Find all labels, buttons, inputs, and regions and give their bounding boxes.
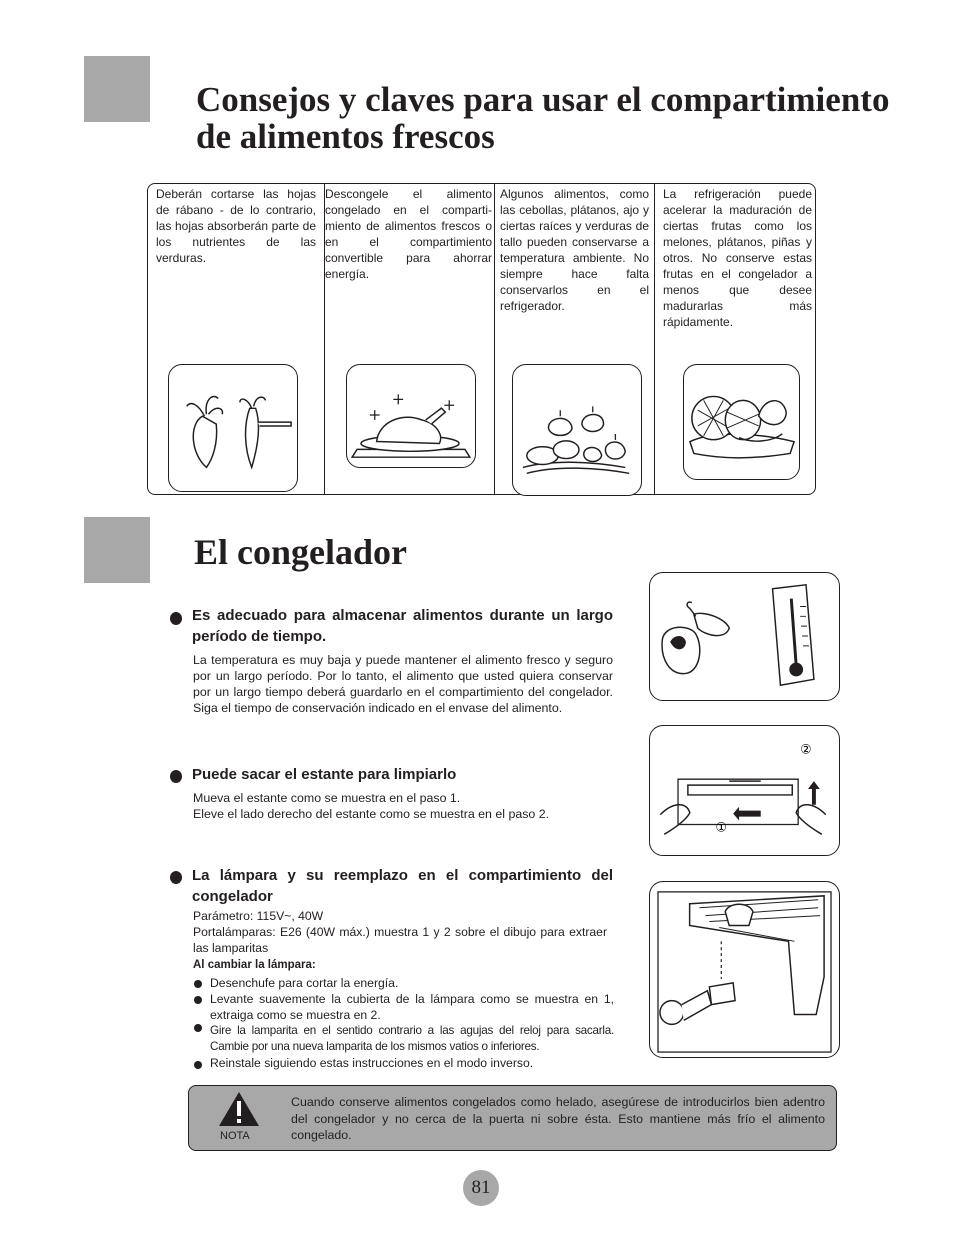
bullet-icon bbox=[194, 980, 202, 988]
storage-body: La temperatura es muy baja y puede mantener el alimento fresco y seguro por un largo período. Por lo tanto, el alimento que usted quiera conservar por un largo tiempo deberá guardarlo en el compartimiento del congelador. Siga el tiempo de conservación indicado en el envase del alimento. bbox=[193, 653, 613, 715]
shelf-heading: Puede sacar el estante para limpiarlo bbox=[192, 766, 457, 783]
storage-heading: Es adecuado para almacenar alimentos durante un largo período de tiempo. bbox=[192, 607, 613, 645]
lamp-step: Desenchufe para cortar la energía. bbox=[210, 976, 399, 990]
lamp-replacement-icon bbox=[649, 881, 840, 1058]
section-title-fresh-food: Consejos y claves para usar el compartimiento de alimentos frescos bbox=[196, 80, 890, 156]
column-divider bbox=[494, 184, 495, 494]
tip-text-room-temp: Algunos alimentos, como las cebollas, plátanos, ajo y ciertas raíces y verduras de tallo pueden conservarse a temperatura ambiente. No siempre hace falta conservarlos en el refrigerador. bbox=[500, 187, 649, 313]
section-title-freezer: El congelador bbox=[194, 532, 407, 572]
lamp-step: Reinstale siguiendo estas instrucciones en el modo inverso. bbox=[210, 1056, 534, 1070]
shelf-step1: Mueva el estante como se muestra en el paso 1. bbox=[193, 791, 461, 805]
tip-text-thaw: Descongele el alimento congelado en el comparti-miento de alimentos frescos o en el compartimiento convertible para ahorrar energía. bbox=[325, 187, 492, 281]
step-label-1: ① bbox=[715, 820, 727, 836]
bullet-icon bbox=[194, 996, 202, 1004]
lamp-param: Parámetro: 115V~, 40W bbox=[193, 909, 324, 923]
note-text: Cuando conserve alimentos congelados como helado, asegúrese de introducirlos bien adentro del congelador y no cerca de la puerta ni sobre ésta. Esto mantiene más frío el alimento congelado. bbox=[291, 1095, 825, 1142]
fruits-icon bbox=[683, 364, 800, 480]
bullet-icon bbox=[194, 1024, 202, 1032]
bullet-icon bbox=[170, 770, 182, 783]
lamp-step: Gire la lamparita en el sentido contrario a las agujas del reloj para sacarla. Cambie por una nueva lamparita de los mismos vatios o inferiores. bbox=[210, 1024, 614, 1053]
frozen-meat-thermometer-icon bbox=[649, 572, 840, 701]
roast-chicken-icon bbox=[346, 364, 476, 468]
tips-table bbox=[147, 183, 816, 495]
warning-icon bbox=[217, 1090, 261, 1128]
bullet-icon bbox=[170, 612, 182, 625]
note-box bbox=[188, 1085, 837, 1151]
section-marker bbox=[84, 517, 150, 583]
note-label: NOTA bbox=[220, 1130, 250, 1142]
page-number: 81 bbox=[463, 1170, 499, 1206]
section-marker bbox=[84, 56, 150, 122]
step-label-2: ② bbox=[800, 742, 812, 758]
shelf-removal-icon bbox=[649, 725, 840, 856]
tip-text-ripening: La refrigeración puede acelerar la maduración de ciertas frutas como los melones, plátanos, piñas y otros. No conserve estas frutas en el congelador a menos que desee madurarlas más rápidamente. bbox=[663, 187, 812, 329]
radish-icon bbox=[168, 364, 298, 492]
onions-garlic-icon bbox=[512, 364, 642, 496]
lamp-step: Levante suavemente la cubierta de la lámpara como se muestra en 1, extraiga como se muestra en 2. bbox=[210, 992, 614, 1022]
tip-text-radish: Deberán cortarse las hojas de rábano - de lo contrario, las hojas absorberán parte de los nutrientes de las verduras. bbox=[156, 187, 316, 265]
bullet-icon bbox=[194, 1061, 202, 1069]
lamp-socket: Portalámparas: E26 (40W máx.) muestra 1 y 2 sobre el dibujo para extraer las lamparitas bbox=[193, 925, 607, 955]
shelf-step2: Eleve el lado derecho del estante como se muestra en el paso 2. bbox=[193, 807, 550, 821]
column-divider bbox=[654, 184, 655, 494]
lamp-heading: La lámpara y su reemplazo en el compartimiento del congelador bbox=[192, 867, 613, 905]
bullet-icon bbox=[170, 871, 182, 884]
lamp-change-label: Al cambiar la lámpara: bbox=[193, 959, 316, 971]
